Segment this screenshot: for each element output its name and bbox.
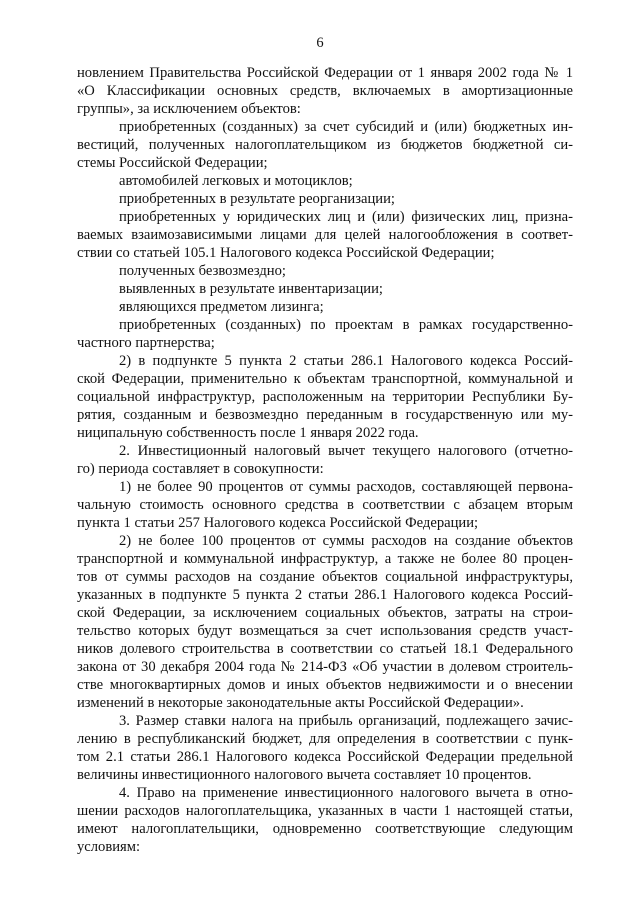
text-line: полученных безвозмездно; [119,263,286,279]
text-line: рятия, созданным и безвозмездно переданным в государственную или му- [77,407,573,423]
text-line: автомобилей легковых и мотоциклов; [119,173,353,189]
text-line: ствии со статьей 105.1 Налогового кодекса Российской Федерации; [77,245,495,261]
text-line: ниципальную собственность после 1 января 2022 года. [77,425,419,441]
text-line: ваемых взаимозависимыми лицами для целей налогообложения в соответ- [77,227,573,243]
document-body [77,64,573,856]
text-line: го) периода составляет в совокупности: [77,461,324,477]
text-line: стемы Российской Федерации; [77,155,268,171]
text-line: группы», за исключением объектов: [77,101,301,117]
text-line: частного партнерства; [77,335,215,351]
text-line: тов от суммы расходов на создание объектов социальной инфраструктуры, [77,569,573,585]
text-line: новлением Правительства Российской Федерации от 1 января 2002 года № 1 [77,65,573,81]
text-line: 1) не более 90 процентов от суммы расходов, составляющей первона- [119,479,573,495]
text-line: «О Классификации основных средств, включаемых в амортизационные [77,83,573,99]
text-line: величины инвестиционного налогового вычета составляет 10 процентов. [77,767,532,783]
text-line: условиям: [77,839,141,855]
text-line: 2) в подпункте 5 пункта 2 статьи 286.1 Налогового кодекса Россий- [119,353,573,369]
text-line: лению в республиканский бюджет, для определения в соответствии с пунк- [77,731,573,747]
text-line: ской Федерации, применительно к объектам транспортной, коммунальной и [77,371,573,387]
text-line: чальную стоимость основного средства в соответствии с абзацем вторым [77,497,573,513]
text-line: приобретенных (созданных) за счет субсидий и (или) бюджетных ин- [119,119,573,135]
text-line: социальной инфраструктур, расположенным на территории Республики Бу- [77,389,573,405]
text-line: закона от 30 декабря 2004 года № 214-ФЗ «Об участии в долевом строитель- [77,659,573,675]
text-line: 2) не более 100 процентов от суммы расходов на создание объектов [119,533,573,549]
text-line: имеют налогоплательщики, одновременно соответствующие следующим [77,821,573,837]
text-line: том 2.1 статьи 286.1 Налогового кодекса Российской Федерации предельной [77,749,573,765]
text-line: приобретенных в результате реорганизации; [119,191,395,207]
text-line: 4. Право на применение инвестиционного налогового вычета в отно- [119,785,573,801]
text-line: стве многоквартирных домов и иных объектов недвижимости и о внесении [77,677,573,693]
text-line: ской Федерации, за исключением социальных объектов, затраты на строи- [77,605,573,621]
text-line: приобретенных у юридических лиц и (или) физических лиц, призна- [119,209,573,225]
page-number: 6 [316,35,324,51]
text-line: 3. Размер ставки налога на прибыль организаций, подлежащего зачис- [119,713,573,729]
text-line: 2. Инвестиционный налоговый вычет текущего налогового (отчетно- [119,443,573,459]
text-line: указанных в подпункте 5 пункта 2 статьи 286.1 Налогового кодекса Россий- [77,587,573,603]
text-line: пункта 1 статьи 257 Налогового кодекса Российской Федерации; [77,515,479,531]
text-line: шении расходов налогоплательщика, указанных в части 1 настоящей статьи, [77,803,573,819]
text-line: тельство которых будут возмещаться за счет использования средств участ- [77,623,573,639]
text-line: транспортной и коммунальной инфраструктур, а также не более 80 процен- [77,551,573,567]
text-line: изменений в некоторые законодательные акты Российской Федерации». [77,695,524,711]
text-line: являющихся предметом лизинга; [119,299,324,315]
text-line: вестиций, полученных налогоплательщиком из бюджетов бюджетной си- [77,137,573,153]
text-line: ников долевого строительства в соответствии со статьей 18.1 Федерального [77,641,573,657]
text-line: выявленных в результате инвентаризации; [119,281,383,297]
text-line: приобретенных (созданных) по проектам в рамках государственно- [119,317,573,333]
